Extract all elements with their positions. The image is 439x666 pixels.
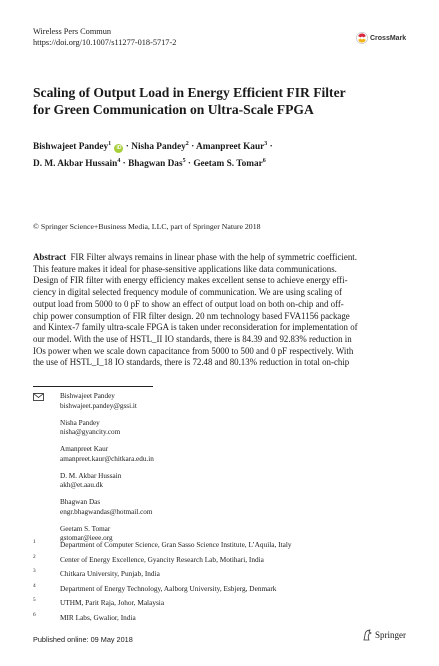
affiliation-number: 5: [33, 597, 36, 603]
contact-email[interactable]: bishwajeet.pandey@gssi.it: [60, 401, 137, 410]
author-name[interactable]: Bhagwan Das: [128, 159, 183, 170]
springer-label: Springer: [375, 630, 406, 640]
contact-email[interactable]: akh@et.aau.dk: [60, 481, 103, 489]
author-name[interactable]: Bishwajeet Pandey: [33, 142, 109, 153]
published-date: Published online: 09 May 2018: [33, 635, 133, 644]
affiliation-number: 1: [33, 539, 36, 545]
abstract-line: chip power consumption of FIR filter design. 20 nm technology based FVA1156 package: [33, 310, 350, 321]
affiliation-number: 3: [33, 568, 36, 574]
contact-entry: [60, 392, 154, 411]
journal-doi[interactable]: https://doi.org/10.1007/s11277-018-5717-2: [33, 37, 177, 47]
contact-email[interactable]: nisha@gyancity.com: [60, 428, 121, 436]
contact-name: D. M. Akbar Hussain: [60, 471, 122, 480]
abstract-line: Abstract FIR Filter always remains in linear phase with the help of symmetric coefficient.: [33, 252, 357, 262]
abstract-line: output load from 5000 to 0 pF to show an effect of output load on both on-chip and off-: [33, 298, 344, 309]
author-name[interactable]: Amanpreet Kaur: [196, 142, 265, 153]
crossmark-icon: [356, 32, 368, 44]
affiliation-text: Center of Energy Excellence, Gyancity Research Lab, Motihari, India: [60, 554, 264, 564]
contact-entry: [60, 498, 154, 517]
title-line-2: for Green Communication on Ultra-Scale FPGA: [33, 101, 314, 117]
abstract-line: This feature makes it ideal for phase-sensitive applications like data communications.: [33, 263, 337, 274]
abstract: [33, 252, 407, 369]
abstract-line: and Kintex-7 family ultra-scale FPGA is taken under reconsideration for implementation of: [33, 322, 358, 333]
abstract-line: ciency in digital selected frequency module of communication. We are using scaling of: [33, 287, 342, 298]
affiliation-text: Chitkara University, Punjab, India: [60, 569, 160, 578]
affiliation-number: 4: [33, 582, 36, 589]
affiliation-text: MIR Labs, Gwalior, India: [60, 612, 136, 622]
abstract-line: Design of FIR filter with energy efficiency makes excellent sense to achieve energy effi-: [33, 275, 348, 286]
contact-email[interactable]: amanpreet.kaur@chitkara.edu.in: [60, 454, 154, 463]
affiliation-text: Department of Energy Technology, Aalborg University, Esbjerg, Denmark: [60, 583, 277, 593]
contact-email[interactable]: gstomar@ieee.org: [60, 534, 113, 542]
author-name[interactable]: D. M. Akbar Hussain: [33, 159, 118, 170]
author-affil-ref: 2: [185, 141, 189, 147]
author-affil-ref: 4: [117, 158, 121, 165]
author-affil-ref: 1: [108, 141, 112, 147]
contact-list: [60, 392, 154, 551]
author-affil-ref: 6: [262, 158, 266, 165]
author-affil-ref: 5: [182, 158, 186, 165]
journal-header: [33, 27, 176, 48]
abstract-label: Abstract: [33, 252, 67, 262]
orcid-icon[interactable]: iD: [116, 145, 122, 152]
contact-entry: [60, 445, 154, 464]
affiliation-list: [33, 540, 413, 627]
contact-name: Bhagwan Das: [60, 498, 101, 506]
affiliation-number: 6: [33, 611, 36, 618]
springer-logo: [362, 629, 406, 641]
copyright-notice: © Springer Science+Business Media, LLC, part of Springer Nature 2018: [33, 222, 261, 231]
abstract-line: our model. With the use of HSTL_II IO standards, there is 84.39 and 92.83% reduction in: [33, 333, 352, 344]
author-name[interactable]: Geetam S. Tomar: [193, 159, 263, 170]
abstract-line: IOs power when we scale down capacitance from 5000 to 500 and 0 pF respectively. With: [33, 345, 354, 356]
abstract-line: the use of HSTL_I_18 IO standards, there is 72.48 and 80.13% reduction in total on-chip: [33, 357, 350, 368]
contact-name: Amanpreet Kaur: [60, 445, 109, 453]
contact-email[interactable]: engr.bhagwandas@hotmail.com: [60, 507, 153, 516]
author-affil-ref: 3: [264, 141, 268, 147]
envelope-icon: [33, 393, 44, 401]
footnote-divider: [33, 386, 153, 387]
crossmark-label: CrossMark: [370, 34, 407, 42]
affiliation-text: UTHM, Parit Raja, Johor, Malaysia: [60, 598, 165, 607]
affiliation-item: [33, 584, 413, 599]
paper-title: [33, 85, 413, 118]
affiliation-item: [33, 613, 413, 628]
affiliation-item: [33, 540, 413, 555]
crossmark-badge[interactable]: [356, 32, 406, 44]
author-list: Bishwajeet Pandey$^1$ iD · Nisha Pandey$^2$ · Amanpreet Kaur$^3$ · D. M. Akbar Hussain$^4$ · Bhagwan Das$^5$ · Geetam S. Tomar$^6$: [33, 141, 273, 170]
contact-entry: [60, 472, 154, 491]
author-name[interactable]: Nisha Pandey: [131, 142, 186, 153]
affiliation-item: [33, 598, 413, 613]
affiliation-text: Department of Computer Science, Gran Sasso Science Institute, L’Aquila, Italy: [60, 540, 292, 549]
contact-name: Nisha Pandey: [60, 418, 100, 427]
contact-name: Bishwajeet Pandey: [60, 392, 115, 400]
title-line-1: Scaling of Output Load in Energy Efficient FIR Filter: [33, 85, 346, 100]
affiliation-item: [33, 569, 413, 584]
springer-horse-icon: [362, 629, 372, 641]
affiliation-number: 2: [33, 553, 36, 560]
journal-name: Wireless Pers Commun: [33, 27, 112, 36]
affiliation-item: [33, 555, 413, 570]
contact-name: Geetam S. Tomar: [60, 524, 111, 533]
contact-entry: [60, 419, 154, 438]
